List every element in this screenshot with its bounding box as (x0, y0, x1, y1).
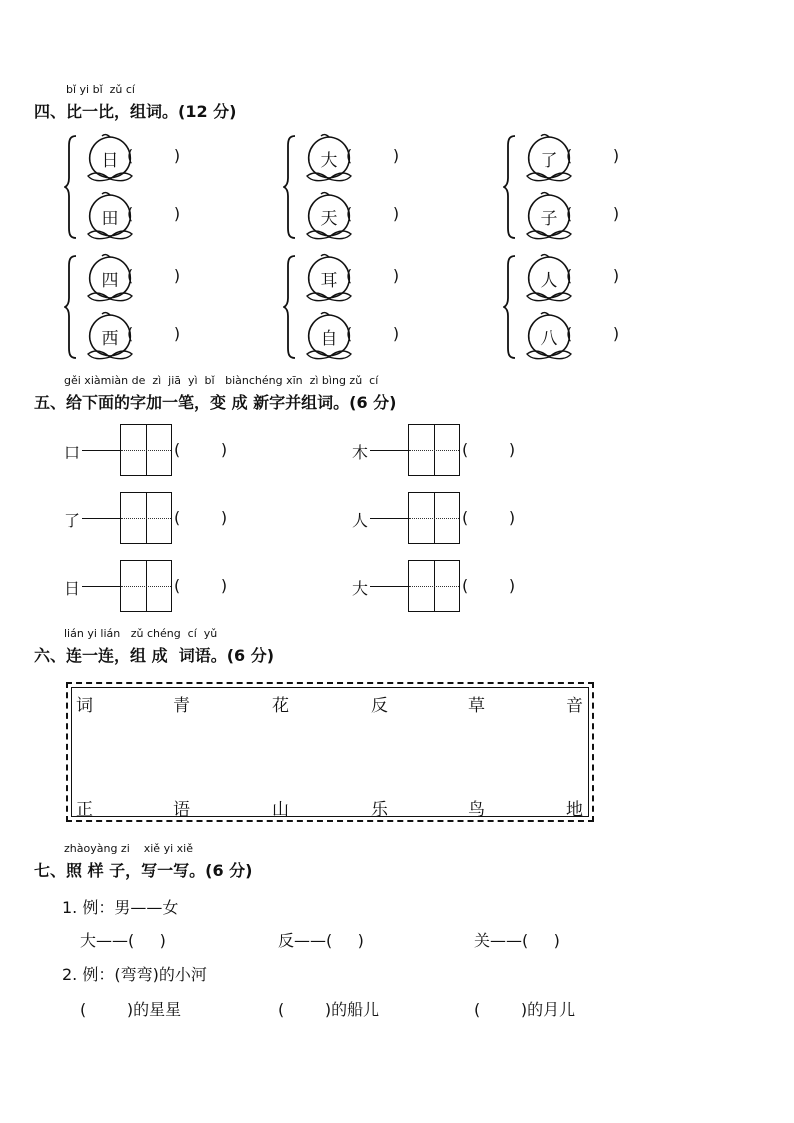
answer-blank[interactable]: ( ) (174, 576, 228, 595)
connector-line (82, 586, 120, 587)
peach-character: 四 (101, 271, 119, 291)
bottom-word[interactable]: 地 (566, 800, 583, 820)
group-brace (283, 134, 297, 240)
section5-pinyin: gěi xiàmiàn de zì jiā yì bǐ biànchéng xīn zì bìng zǔ cí (64, 374, 379, 387)
connector-line (82, 518, 120, 519)
peach-character: 自 (320, 329, 338, 349)
peach-character: 田 (101, 209, 119, 229)
answer-blank[interactable]: ( ) (346, 266, 400, 285)
answer-blank[interactable]: ( ) (462, 576, 516, 595)
section7-heading: 七、照 样 子，写一写。(6 分) (34, 861, 253, 880)
answer-blank[interactable]: ( ) (346, 204, 400, 223)
writing-grid[interactable] (408, 424, 460, 476)
answer-blank[interactable]: ( ) (566, 204, 620, 223)
example2-item-3[interactable]: ( )的月儿 (474, 1000, 576, 1019)
top-word[interactable]: 青 (173, 696, 190, 716)
bottom-word[interactable]: 乐 (371, 800, 388, 820)
answer-blank[interactable]: ( ) (127, 266, 181, 285)
group-brace (64, 254, 78, 360)
base-character: 人 (352, 511, 369, 530)
answer-blank[interactable]: ( ) (174, 440, 228, 459)
peach-character: 人 (540, 271, 558, 291)
peach-character: 子 (540, 209, 558, 229)
connect-box (66, 682, 594, 822)
answer-blank[interactable]: ( ) (462, 440, 516, 459)
connector-line (370, 450, 408, 451)
bottom-word[interactable]: 鸟 (468, 800, 485, 820)
example1-label: 1. 例：男——女 (62, 898, 179, 917)
section6-heading: 六、连一连，组 成 词语。(6 分) (34, 646, 275, 665)
writing-grid[interactable] (120, 424, 172, 476)
peach-character: 大 (320, 151, 338, 171)
example1-item-1[interactable]: 大——( ) (80, 931, 166, 950)
section5-heading: 五、给下面的字加一笔，变 成 新字并组词。(6 分) (34, 393, 397, 412)
connector-line (370, 518, 408, 519)
top-word[interactable]: 音 (566, 696, 583, 716)
answer-blank[interactable]: ( ) (566, 146, 620, 165)
peach-character: 日 (101, 151, 119, 171)
answer-blank[interactable]: ( ) (346, 324, 400, 343)
answer-blank[interactable]: ( ) (462, 508, 516, 527)
section4-pinyin: bǐ yi bǐ zǔ cí (66, 83, 135, 96)
section4-heading: 四、比一比，组词。(12 分) (34, 102, 237, 121)
section6-pinyin: lián yi lián zǔ chéng cí yǔ (64, 627, 218, 640)
group-brace (503, 254, 517, 360)
peach-character: 了 (540, 151, 558, 171)
example2-item-1[interactable]: ( )的星星 (80, 1000, 182, 1019)
base-character: 口 (64, 443, 81, 462)
base-character: 日 (64, 579, 81, 598)
peach-character: 西 (101, 329, 119, 349)
top-word[interactable]: 花 (272, 696, 289, 716)
peach-character: 耳 (320, 271, 338, 291)
base-character: 木 (352, 443, 369, 462)
answer-blank[interactable]: ( ) (127, 324, 181, 343)
base-character: 大 (352, 579, 369, 598)
group-brace (503, 134, 517, 240)
example1-item-3[interactable]: 关——( ) (474, 931, 560, 950)
connector-line (370, 586, 408, 587)
example2-item-2[interactable]: ( )的船儿 (278, 1000, 380, 1019)
connect-box-inner (71, 687, 589, 817)
peach-character: 八 (540, 329, 558, 349)
top-word[interactable]: 草 (468, 696, 485, 716)
peach-character: 天 (320, 209, 338, 229)
answer-blank[interactable]: ( ) (127, 146, 181, 165)
answer-blank[interactable]: ( ) (566, 324, 620, 343)
bottom-word[interactable]: 语 (173, 800, 190, 820)
bottom-word[interactable]: 正 (76, 800, 93, 820)
section7-pinyin: zhàoyàng zi xiě yi xiě (64, 842, 193, 855)
group-brace (64, 134, 78, 240)
connector-line (82, 450, 120, 451)
group-brace (283, 254, 297, 360)
bottom-word[interactable]: 山 (272, 800, 289, 820)
answer-blank[interactable]: ( ) (346, 146, 400, 165)
writing-grid[interactable] (120, 560, 172, 612)
example1-item-2[interactable]: 反——( ) (278, 931, 364, 950)
top-word[interactable]: 词 (76, 696, 93, 716)
base-character: 了 (64, 511, 81, 530)
writing-grid[interactable] (408, 560, 460, 612)
answer-blank[interactable]: ( ) (566, 266, 620, 285)
example2-label: 2. 例：(弯弯)的小河 (62, 965, 207, 984)
top-word[interactable]: 反 (371, 696, 388, 716)
answer-blank[interactable]: ( ) (127, 204, 181, 223)
writing-grid[interactable] (120, 492, 172, 544)
writing-grid[interactable] (408, 492, 460, 544)
answer-blank[interactable]: ( ) (174, 508, 228, 527)
